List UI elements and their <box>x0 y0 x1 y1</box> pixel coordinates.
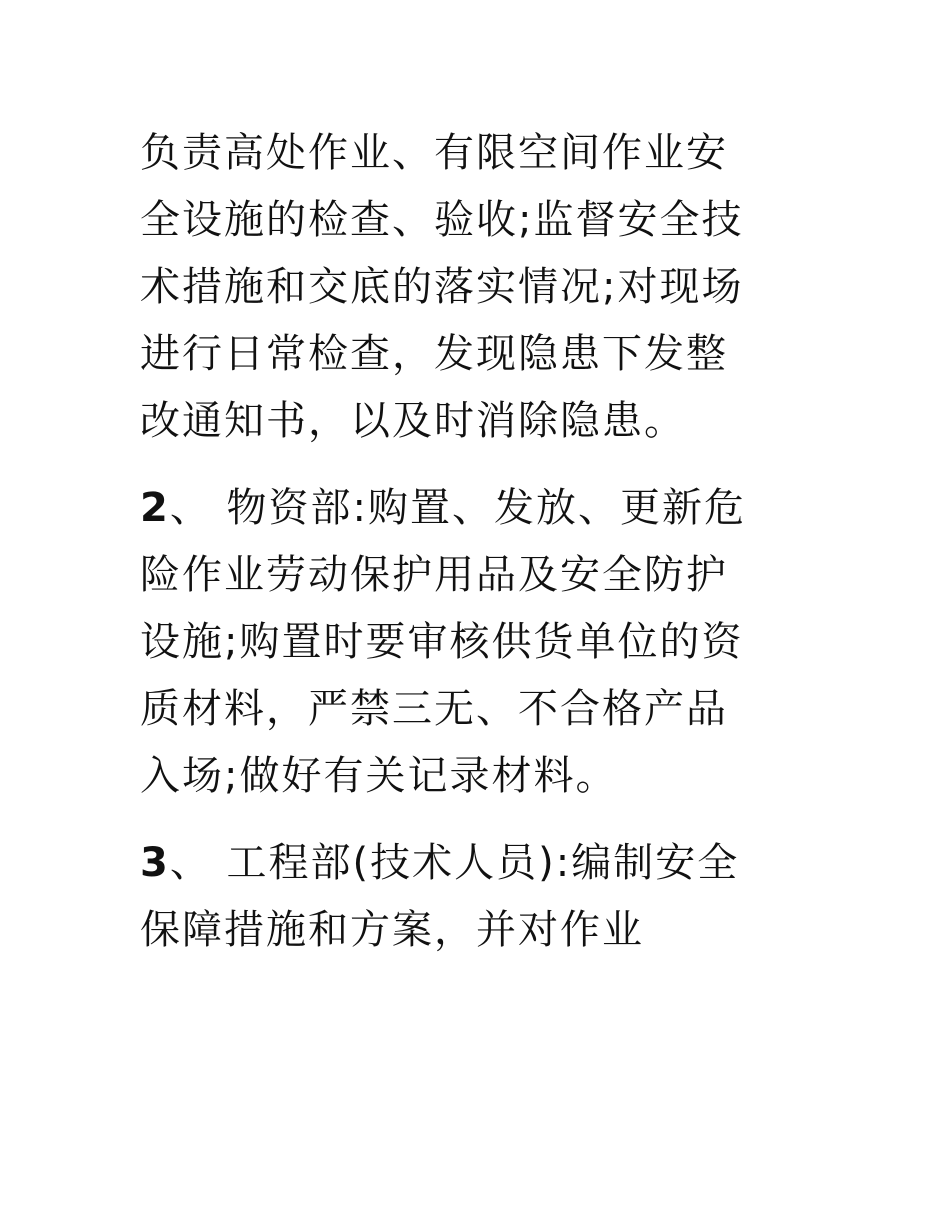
paragraph-line: 术措施和交底的落实情况;对现场 <box>140 264 744 310</box>
paragraph-line-text: 、 物资部:购置、发放、更新危 <box>169 485 747 531</box>
paragraph-line: 负责高处作业、有限空间作业安 <box>140 130 728 176</box>
paragraph-line: 险作业劳动保护用品及安全防护 <box>140 552 728 598</box>
document-body <box>140 120 800 964</box>
paragraph-line: 入场;做好有关记录材料。 <box>140 753 618 799</box>
paragraph-line: 保障措施和方案，并对作业 <box>140 907 644 953</box>
list-number: 2 <box>140 485 170 531</box>
paragraph-3 <box>140 830 800 964</box>
paragraph-line: 设施;购置时要审核供货单位的资 <box>140 619 744 665</box>
paragraph-line-text: 、 工程部(技术人员):编制安全 <box>169 840 740 886</box>
paragraph-line-first <box>140 830 800 897</box>
paragraph-line: 进行日常检查，发现隐患下发整 <box>140 331 728 377</box>
paragraph-line: 全设施的检查、验收;监督安全技 <box>140 197 744 243</box>
list-number: 3 <box>140 840 170 886</box>
paragraph-line-first <box>140 475 800 542</box>
paragraph-1 <box>140 120 800 455</box>
paragraph-line: 改通知书，以及时消除隐患。 <box>140 398 686 444</box>
paragraph-line: 质材料，严禁三无、不合格产品 <box>140 686 728 732</box>
paragraph-2 <box>140 475 800 810</box>
